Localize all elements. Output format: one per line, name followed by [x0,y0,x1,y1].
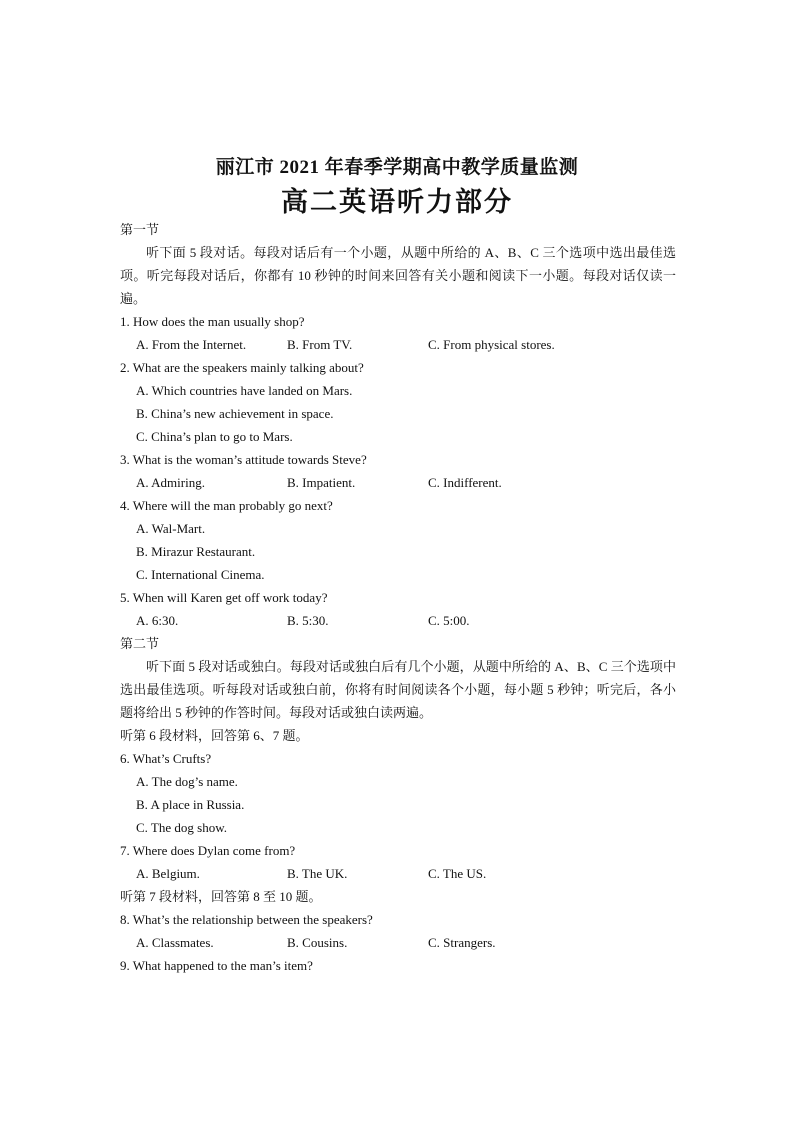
question-6-stem: 6. What’s Crufts? [120,751,212,766]
question-6-option-a: A. The dog’s name. [136,774,238,789]
question-2-option-b: B. China’s new achievement in space. [136,406,334,421]
question-3-options [120,471,676,494]
material-7-note: 听第 7 段材料，回答第 8 至 10 题。 [120,889,322,904]
question-2-stem: 2. What are the speakers mainly talking about? [120,360,364,375]
section1-heading: 第一节 [120,222,160,237]
question-5-options [120,609,676,632]
question-1-option-a: A. From the Internet. [136,337,247,352]
question-3-stem: 3. What is the woman’s attitude towards Steve? [120,452,367,467]
question-8-option-c: C. Strangers. [428,935,496,950]
question-8-stem: 8. What’s the relationship between the speakers? [120,912,373,927]
question-4-option-a: A. Wal-Mart. [136,521,206,536]
question-3-option-b: B. Impatient. [287,475,356,490]
section1-instructions: 听下面 5 段对话。每段对话后有一个小题，从题中所给的 A、B、C 三个选项中选出最佳选项。听完每段对话后，你都有 10 秒钟的时间来回答有关小题和阅读下一小题。每段对话仅读一遍。 [120,245,676,306]
section2-heading: 第二节 [120,636,160,651]
question-4-option-b: B. Mirazur Restaurant. [136,544,256,559]
question-7-option-a: A. Belgium. [136,866,200,881]
question-2-option-a: A. Which countries have landed on Mars. [136,383,353,398]
exam-subtitle: 高二英语听力部分 [281,187,513,217]
question-4-option-c: C. International Cinema. [136,567,265,582]
question-7-stem: 7. Where does Dylan come from? [120,843,296,858]
question-5-option-b: B. 5:30. [287,613,329,628]
question-9-stem: 9. What happened to the man’s item? [120,958,313,973]
question-6-option-c: C. The dog show. [136,820,227,835]
question-8-option-b: B. Cousins. [287,935,348,950]
question-3-option-c: C. Indifferent. [428,475,502,490]
question-7-option-b: B. The UK. [287,866,348,881]
question-5-option-a: A. 6:30. [136,613,179,628]
question-2-option-c: C. China’s plan to go to Mars. [136,429,293,444]
question-3-option-a: A. Admiring. [136,475,205,490]
question-1-stem: 1. How does the man usually shop? [120,314,305,329]
question-1-option-c: C. From physical stores. [428,337,555,352]
exam-content [120,218,676,977]
question-7-option-c: C. The US. [428,866,487,881]
question-5-stem: 5. When will Karen get off work today? [120,590,328,605]
question-5-option-c: C. 5:00. [428,613,470,628]
question-6-option-b: B. A place in Russia. [136,797,245,812]
question-8-option-a: A. Classmates. [136,935,214,950]
material-6-note: 听第 6 段材料，回答第 6、7 题。 [120,728,309,743]
question-4-stem: 4. Where will the man probably go next? [120,498,333,513]
question-7-options [120,862,676,885]
exam-title: 丽江市 2021 年春季学期高中教学质量监测 [215,157,579,178]
question-1-option-b: B. From TV. [287,337,353,352]
question-8-options [120,931,676,954]
question-1-options [120,333,676,356]
section2-instructions: 听下面 5 段对话或独白。每段对话或独白后有几个小题，从题中所给的 A、B、C 三个选项中选出最佳选项。听每段对话或独白前，你将有时间阅读各个小题，每小题 5 秒钟；听完后，各小题将给出 5 秒钟的作答时间。每段对话或独白读两遍。 [120,659,676,720]
